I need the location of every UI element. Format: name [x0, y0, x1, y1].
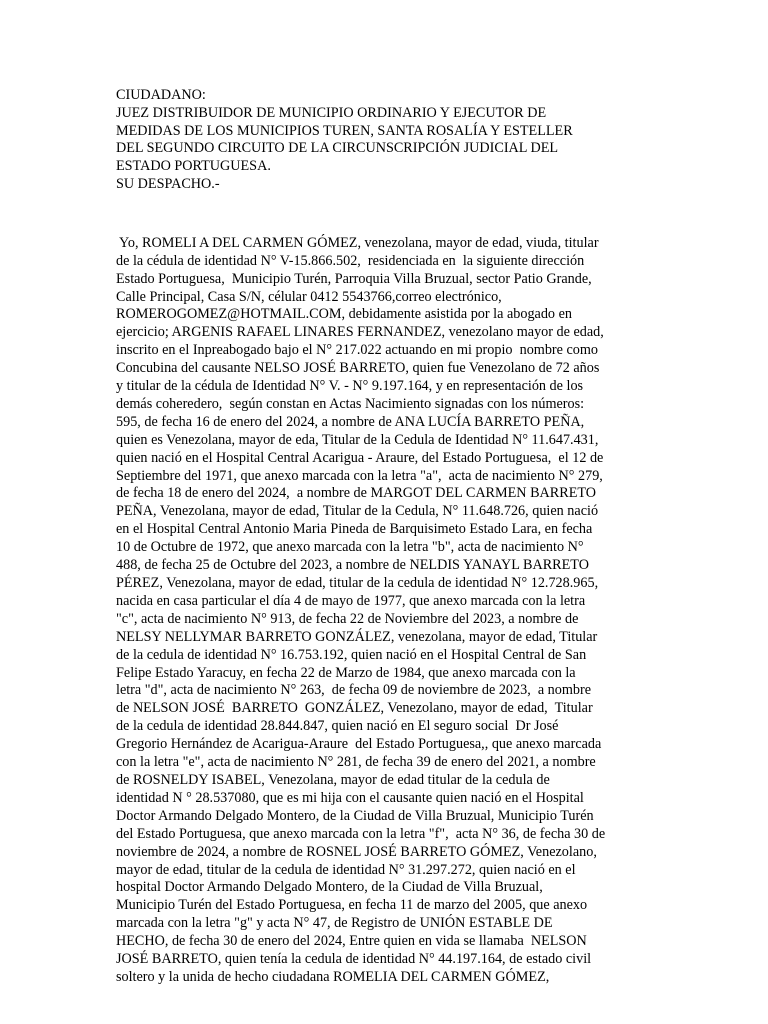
body-text-line: y titular de la cédula de Identidad N° V. - N° 9.197.164, y en representación de los — [116, 378, 584, 395]
body-text-line: Septiembre del 1971, que anexo marcada con la letra "a", acta de nacimiento N° 279, — [116, 467, 603, 484]
body-text-line: 595, de fecha 16 de enero del 2024, a nombre de ANA LUCÍA BARRETO PEÑA, — [116, 413, 585, 430]
body-text-line: quien nació en el Hospital Central Acarigua - Araure, del Estado Portuguesa, el 12 de — [116, 449, 604, 466]
body-text-line: Gregorio Hernández de Acarigua-Araure del Estado Portuguesa,, que anexo marcada — [116, 736, 602, 753]
body-text-line: 488, de fecha 25 de Octubre del 2023, a nombre de NELDIS YANAYL BARRETO — [116, 557, 589, 574]
body-text-line: de NELSON JOSÉ BARRETO GONZÁLEZ, Venezolano, mayor de edad, Titular — [116, 700, 593, 717]
body-text-line: JOSÉ BARRETO, quien tenía la cedula de identidad N° 44.197.164, de estado civil — [116, 951, 592, 968]
body-text-line: noviembre de 2024, a nombre de ROSNEL JOSÉ BARRETO GÓMEZ, Venezolano, — [116, 843, 597, 860]
body-text-line: Municipio Turén del Estado Portuguesa, en fecha 11 de marzo del 2005, que anexo — [116, 897, 588, 914]
body-text-line: soltero y la unida de hecho ciudadana ROMELIA DEL CARMEN GÓMEZ, — [116, 968, 550, 985]
body-text-line: quien es Venezolana, mayor de eda, Titular de la Cedula de Identidad N° 11.647.431, — [116, 431, 599, 448]
body-text-line: nacida en casa particular el día 4 de mayo de 1977, que anexo marcada con la letra — [116, 592, 586, 609]
body-text-line: en el Hospital Central Antonio Maria Pineda de Barquisimeto Estado Lara, en fecha — [116, 521, 593, 538]
heading-line: CIUDADANO: — [116, 87, 206, 103]
body-text-line: Doctor Armando Delgado Montero, de la Ciudad de Villa Bruzual, Municipio Turén — [116, 807, 594, 824]
body-text-line: ejercicio; ARGENIS RAFAEL LINARES FERNANDEZ, venezolano mayor de edad, — [116, 324, 604, 341]
body-text-line: demás coheredero, según constan en Actas Nacimiento signadas con los números: — [116, 395, 585, 412]
body-text-line: de la cedula de identidad 28.844.847, quien nació en El seguro social Dr José — [116, 718, 559, 735]
body-text-line: de la cédula de identidad N° V-15.866.502, residenciada en la siguiente dirección — [116, 252, 585, 269]
body-text-line: con la letra "e", acta de nacimiento N° 281, de fecha 39 de enero del 2021, a nombre — [116, 754, 596, 771]
body-text-line: de ROSNELDY ISABEL, Venezolana, mayor de edad titular de la cedula de — [116, 771, 550, 788]
body-text-line: inscrito en el Inpreabogado bajo el N° 217.022 actuando en mi propio nombre como — [116, 342, 599, 359]
body-text-line: PEÑA, Venezolana, mayor de edad, Titular de la Cedula, N° 11.648.726, quien nació — [116, 503, 599, 520]
body-text-line: marcada con la letra "g" y acta N° 47, de Registro de UNIÓN ESTABLE DE — [116, 915, 553, 932]
body-text-line: Estado Portuguesa, Municipio Turén, Parroquia Villa Bruzual, sector Patio Grande, — [116, 270, 592, 287]
body-text-line: NELSY NELLYMAR BARRETO GONZÁLEZ, venezolana, mayor de edad, Titular — [116, 628, 598, 645]
body-text-line: "c", acta de nacimiento N° 913, de fecha 22 de Noviembre del 2023, a nombre de — [116, 610, 579, 627]
body-text-line: de fecha 18 de enero del 2024, a nombre de MARGOT DEL CARMEN BARRETO — [116, 485, 597, 502]
body-text-line: mayor de edad, titular de la cedula de identidad N° 31.297.272, quien nació en el — [116, 861, 576, 878]
heading-line: SU DESPACHO.- — [116, 175, 220, 192]
heading-line: ESTADO PORTUGUESA. — [116, 158, 271, 175]
body-text-line: Felipe Estado Yaracuy, en fecha 22 de Marzo de 1984, que anexo marcada con la — [116, 664, 576, 681]
body-text-line: PÉREZ, Venezolana, mayor de edad, titular de la cedula de identidad N° 12.728.965, — [116, 575, 599, 591]
body-text-line: 10 de Octubre de 1972, que anexo marcada con la letra "b", acta de nacimiento N° — [116, 539, 584, 556]
document-page — [116, 87, 656, 987]
body-text-line: identidad N ° 28.537080, que es mi hija con el causante quien nació en el Hospital — [116, 789, 584, 806]
body-text-line: Concubina del causante NELSO JOSÉ BARRETO, quien fue Venezolano de 72 años — [116, 360, 600, 377]
heading-line: DEL SEGUNDO CIRCUITO DE LA CIRCUNSCRIPCIÓN JUDICIAL DEL — [116, 140, 559, 157]
body-text-line: Yo, ROMELI A DEL CARMEN GÓMEZ, venezolana, mayor de edad, viuda, titular — [116, 234, 599, 251]
body-text-line: del Estado Portuguesa, que anexo marcada con la letra "f", acta N° 36, de fecha 30 de — [116, 825, 606, 842]
body-text-line: Calle Principal, Casa S/N, célular 0412 5543766,correo electrónico, — [116, 288, 502, 305]
addressee-heading — [116, 87, 656, 194]
petition-body — [116, 235, 656, 987]
body-text-line: hospital Doctor Armando Delgado Montero, de la Ciudad de Villa Bruzual, — [116, 879, 543, 896]
heading-line: MEDIDAS DE LOS MUNICIPIOS TUREN, SANTA ROSALÍA Y ESTELLER — [116, 122, 573, 139]
body-text-line: de la cedula de identidad N° 16.753.192, quien nació en el Hospital Central de San — [116, 646, 587, 663]
body-text-line: HECHO, de fecha 30 de enero del 2024, Entre quien en vida se llamaba NELSON — [116, 933, 587, 950]
body-text-line: ROMEROGOMEZ@HOTMAIL.COM, debidamente asistida por la abogado en — [116, 306, 572, 323]
body-text-line: letra "d", acta de nacimiento N° 263, de fecha 09 de noviembre de 2023, a nombre — [116, 682, 592, 699]
heading-line: JUEZ DISTRIBUIDOR DE MUNICIPIO ORDINARIO Y EJECUTOR DE — [116, 104, 547, 121]
